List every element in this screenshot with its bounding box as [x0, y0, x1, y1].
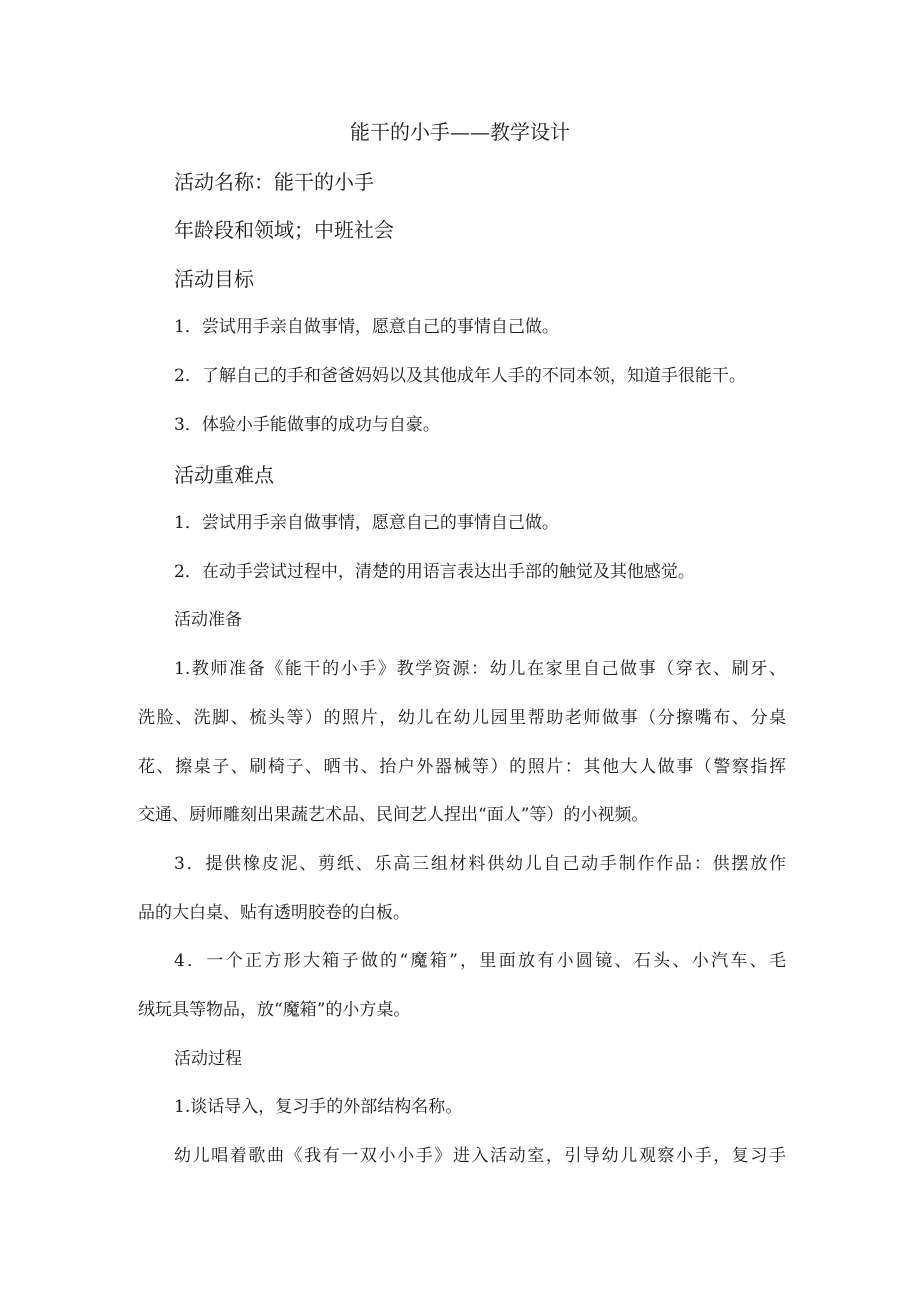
goals-heading: 活动目标: [174, 267, 254, 291]
process-step-1: 1.谈话导入，复习手的外部结构名称。: [174, 1097, 463, 1117]
process-paragraph-1: 幼儿唱着歌曲《我有一双小小手》进入活动室，引导幼儿观察小手，复习手: [174, 1146, 786, 1166]
prep-item-4-line-2: 绒玩具等物品，放“魔箱”的小方桌。: [138, 1000, 411, 1020]
prep-heading: 活动准备: [174, 610, 242, 630]
prep-item-3-line-1: 3．提供橡皮泥、剪纸、乐高三组材料供幼儿自己动手制作作品：供摆放作: [174, 854, 786, 874]
keypoint-item-1: 1．尝试用手亲自做事情，愿意自己的事情自己做。: [174, 513, 559, 533]
goal-item-2: 2．了解自己的手和爸爸妈妈以及其他成年人手的不同本领，知道手很能干。: [174, 366, 746, 386]
prep-item-4-line-1: 4．一个正方形大箱子做的“魔箱”，里面放有小圆镜、石头、小汽车、毛: [174, 951, 786, 971]
goal-item-1: 1．尝试用手亲自做事情，愿意自己的事情自己做。: [174, 317, 559, 337]
age-domain: 年龄段和领域；中班社会: [174, 218, 394, 242]
prep-item-1-line-2: 洗脸、洗脚、梳头等）的照片，幼儿在幼儿园里帮助老师做事（分擦嘴布、分桌: [138, 708, 786, 728]
prep-item-3-line-2: 品的大白桌、贴有透明胶卷的白板。: [138, 903, 410, 923]
prep-item-1-line-3: 花、擦桌子、刷椅子、晒书、抬户外器械等）的照片：其他大人做事（警察指挥: [138, 757, 786, 777]
document-title: 能干的小手——教学设计: [350, 120, 570, 144]
goal-item-3: 3．体验小手能做事的成功与自豪。: [174, 415, 440, 435]
process-heading: 活动过程: [174, 1049, 242, 1069]
keypoints-heading: 活动重难点: [174, 463, 274, 487]
keypoint-item-2: 2．在动手尝试过程中，清楚的用语言表达出手部的触觉及其他感觉。: [174, 562, 695, 582]
prep-item-1-line-1: 1.教师准备《能干的小手》教学资源：幼儿在家里自己做事（穿衣、刷牙、: [174, 659, 786, 679]
activity-name: 活动名称：能干的小手: [174, 170, 374, 194]
prep-item-1-line-4: 交通、厨师雕刻出果蔬艺术品、民间艺人捏出“面人”等）的小视频。: [138, 805, 649, 825]
